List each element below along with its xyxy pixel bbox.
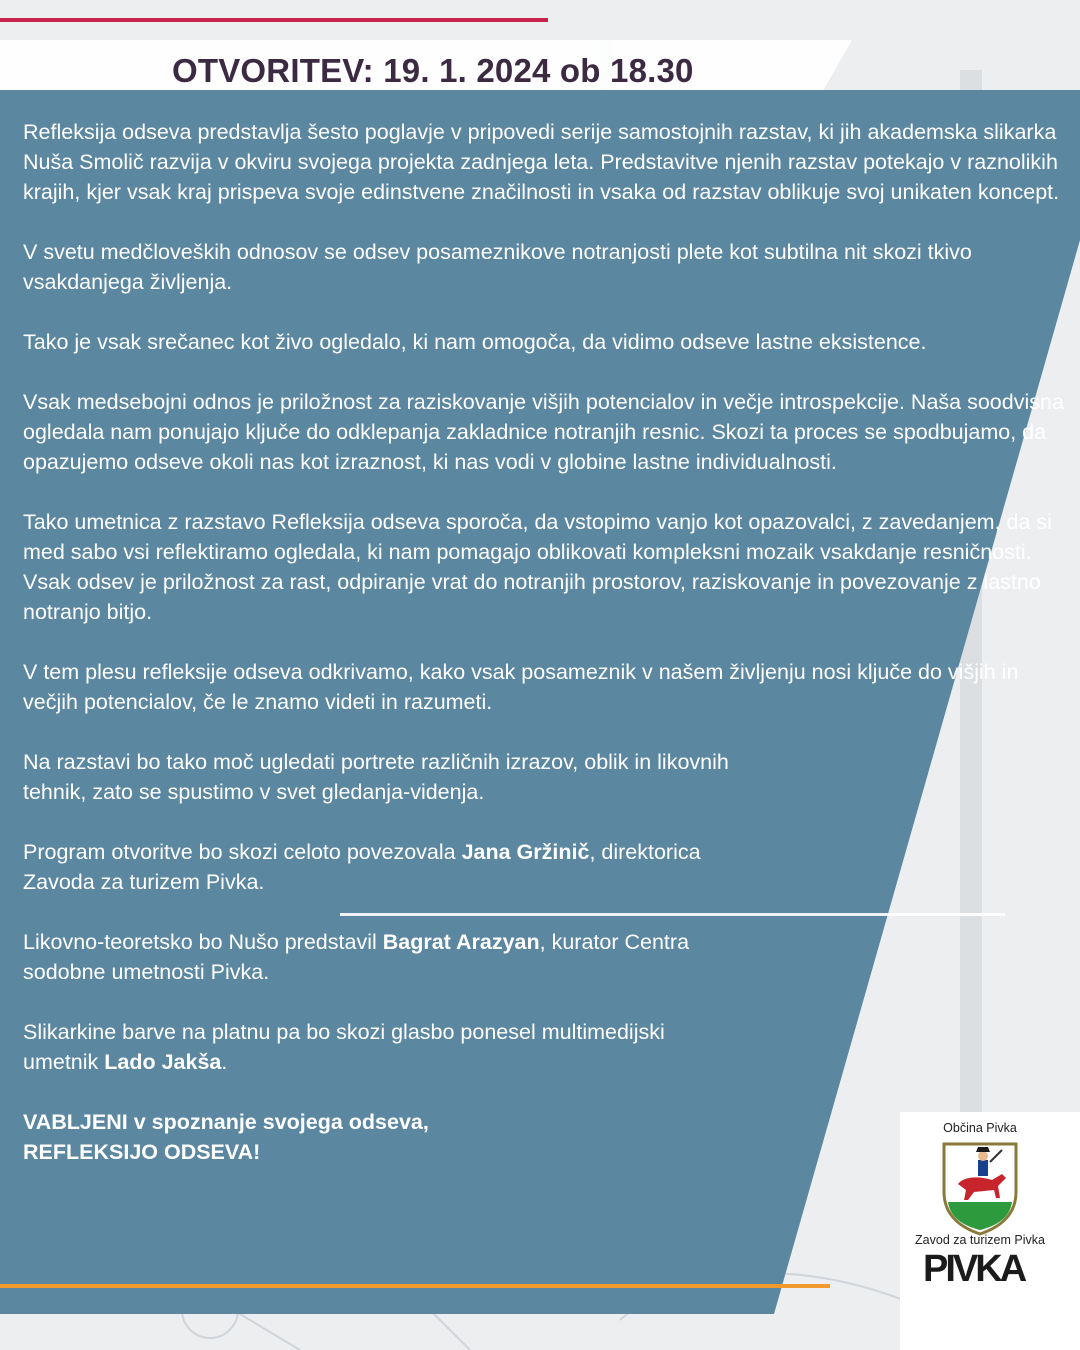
musician-name: Lado Jakša (104, 1050, 222, 1074)
paragraph-music (23, 1017, 1068, 1077)
music-end: . (221, 1050, 228, 1074)
paragraph-intro: Refleksija odseva predstavlja šesto poglavje v pripovedi serije samostojnih razstav, ki jih akademska slikarka Nuša Smolič razvija v okviru svojega projekta zadnjega leta. Predstavitve njenih razstav potekajo v raznolikih krajih, kjer vsak kraj prispeva svoje edinstvene značilnosti in vsaka od razstav oblikuje svoj unikaten koncept. (23, 120, 1060, 204)
host-intro: Program otvoritve bo skozi celoto povezovala (23, 840, 462, 864)
curator-name: Bagrat Arazyan (382, 930, 540, 954)
curator-role: , kurator Centra (539, 930, 690, 954)
paragraph-portraits (23, 747, 1068, 807)
paragraph-exhibition: Tako umetnica z razstavo Refleksija odseva sporoča, da vstopimo vanjo kot opazovalci, z zavedanjem, da si med sabo vsi reflektiramo ogledala, ki nam pomagajo oblikovati kompleksni mozaik vsakdanje resničnosti. Vsak odsev je priložnost za rast, odpiranje vrat do notranjih prostorov, raziskovanje in povezovanje z lastno notranjo bitjo. (23, 510, 1052, 624)
closing-line-2: REFLEKSIJO ODSEVA! (23, 1140, 261, 1164)
paragraph-host (23, 837, 1068, 897)
curator-organization: sodobne umetnosti Pivka. (23, 960, 270, 984)
paragraph-mirror: Tako je vsak srečanec kot živo ogledalo, ki nam omogoča, da vidimo odseve lastne eksistence. (23, 330, 927, 354)
music-role: umetnik (23, 1050, 105, 1074)
portraits-line-2: tehnik, zato se spustimo v svet gledanja-videnja. (23, 780, 485, 804)
article-body (23, 117, 1068, 1197)
page-title: OTVORITEV: 19. 1. 2024 ob 18.30 (172, 52, 694, 89)
municipality-label: Občina Pivka (943, 1121, 1017, 1135)
closing-line-1: VABLJENI v spoznanje svojega odseva, (23, 1110, 429, 1134)
host-name: Jana Gržinič (461, 840, 590, 864)
paragraph-curator (23, 927, 1068, 987)
paragraph-dance: V tem plesu refleksije odseva odkrivamo, kako vsak posameznik v našem življenju nosi ključe do višjih in večjih potencialov, če le znamo videti in razumeti. (23, 660, 1019, 714)
music-intro: Slikarkine barve na platnu pa bo skozi glasbo ponesel multimedijski (23, 1020, 665, 1044)
curator-intro: Likovno-teoretsko bo Nušo predstavil (23, 930, 383, 954)
pivka-wordmark-logo (923, 1245, 1031, 1287)
portraits-line-1: Na razstavi bo tako moč ugledati portrete različnih izrazov, oblik in likovnih (23, 750, 729, 774)
logo-block (900, 1112, 1080, 1350)
paragraph-introspection: Vsak medsebojni odnos je priložnost za raziskovanje višjih potencialov in večje introspekcije. Naša soodvisna ogledala nam ponujajo ključe do odklepanja zakladnice notranjih resnic. Skozi ta proces se spodbujamo, da opazujemo odseve okoli nas kot izraznost, ki nas vodi v globine lastne individualnosti. (23, 390, 1064, 474)
bottom-accent-rule (0, 1284, 830, 1288)
paragraph-relations: V svetu medčloveških odnosov se odsev posameznikove notranjosti plete kot subtilna nit skozi tkivo vsakdanjega življenja. (23, 240, 972, 294)
host-organization: Zavoda za turizem Pivka. (23, 870, 265, 894)
pivka-coat-of-arms-icon (940, 1140, 1020, 1236)
svg-text:PIVKA: PIVKA (923, 1248, 1025, 1287)
host-role: , direktorica (589, 840, 701, 864)
institute-label: Zavod za turizem Pivka (915, 1233, 1045, 1247)
